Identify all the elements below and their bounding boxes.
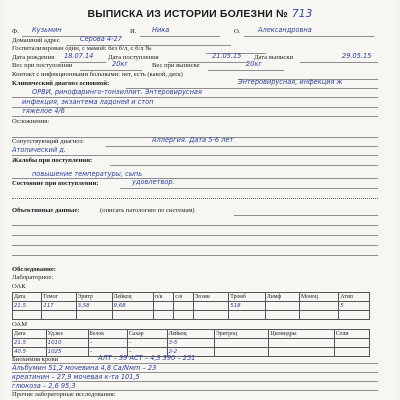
- discharge-label: Дата выписки: [254, 54, 294, 61]
- lab-label: Лабораторное:: [12, 274, 54, 281]
- oam-col-rbc: Эритроц: [214, 330, 269, 339]
- concomitant-line-2: Атопический д.: [12, 146, 66, 154]
- objective-line-4: [12, 245, 378, 246]
- concomitant-underline-2: [12, 155, 378, 156]
- weight-in-label: Вес при поступлении: [12, 62, 73, 69]
- concomitant-label: Сопутствующий диагноз:: [12, 138, 84, 145]
- oak-col-rbc: Эритр: [76, 293, 112, 302]
- name-value: Ника: [152, 26, 170, 34]
- complications-label: Осложнения:: [12, 118, 50, 125]
- oak-cell: 5: [339, 302, 370, 311]
- oak-col-seg: с/я: [174, 293, 193, 302]
- title-text: ВЫПИСКА ИЗ ИСТОРИИ БОЛЕЗНИ №: [87, 8, 288, 20]
- oam-col-salts: Соли: [334, 330, 369, 339]
- oak-cell: [229, 311, 266, 320]
- oak-cell: 117: [42, 302, 76, 311]
- oak-cell: 3,58: [76, 302, 112, 311]
- weight-out-line: [208, 70, 284, 71]
- dob-value: 18.07.14: [64, 52, 94, 60]
- patronymic-line: [244, 36, 374, 37]
- oam-col-sugar: Сахар: [127, 330, 167, 339]
- discharge-summary-page: [2, 0, 398, 400]
- oak-label: ОАК: [12, 283, 26, 290]
- objective-label: [12, 207, 79, 214]
- oak-cell: [153, 311, 173, 320]
- oak-col-wbc: Лейкоц: [112, 293, 153, 302]
- oam-cell: –: [127, 348, 167, 357]
- oak-col-hgb: Гемог: [42, 293, 76, 302]
- admission-label: Дата поступления: [108, 54, 159, 61]
- complaints-line-2: [12, 178, 378, 179]
- oak-cell: [300, 311, 339, 320]
- oak-cell: 21.5: [13, 302, 42, 311]
- patronymic-value: Александровна: [258, 26, 312, 34]
- oam-cell: –: [88, 348, 127, 357]
- oam-cell: [334, 348, 369, 357]
- condition-label-text: Состояние при поступлении:: [12, 180, 99, 187]
- discharge-value: 29.05.15: [342, 52, 372, 60]
- oak-cell: [300, 302, 339, 311]
- biochem-line-3: креатинин – 27,9 мочевая к-та 101,5: [12, 373, 140, 381]
- clinical-underline-3: [12, 107, 378, 108]
- objective-label-text: Объективные данные:: [12, 207, 80, 214]
- table-row: [13, 302, 370, 311]
- objective-line-2: [12, 225, 378, 226]
- concomitant-line-1: Аллергия. Дата 5-6 лет: [152, 136, 234, 144]
- oam-table: [12, 329, 370, 357]
- oam-col-protein: Белок: [88, 330, 127, 339]
- complaints-label-text: Жалобы при поступлении:: [12, 157, 93, 164]
- objective-line-5: [12, 255, 378, 256]
- oam-col-sg: Уд.вес: [46, 330, 88, 339]
- oak-cell: [193, 311, 229, 320]
- name-line: [140, 36, 220, 37]
- condition-label: [12, 180, 98, 187]
- objective-line-1: [234, 215, 378, 216]
- oam-label: ОАМ: [12, 321, 28, 328]
- oam-cell: 2-2: [167, 348, 214, 357]
- oam-cell: [214, 339, 269, 348]
- other-lab-label: Прочие лабораторные исследования:: [12, 391, 116, 398]
- oak-cell: [265, 302, 299, 311]
- oam-cell: [269, 339, 334, 348]
- oak-cell: [265, 311, 299, 320]
- oam-col-date: Дата: [13, 330, 47, 339]
- biochem-label: Биохимия крови: [12, 356, 59, 363]
- oak-cell: [13, 311, 42, 320]
- address-label: Домашний адрес: [12, 37, 60, 44]
- clinical-line-2: ОРВИ, ринофаринго-тонзиллит. Энтеровирусная: [32, 88, 202, 96]
- clinical-label: [12, 80, 109, 87]
- clinical-underline-4: [12, 116, 378, 117]
- biochem-line-1: АЛТ – 39 АСТ – 4,3 390 – 251: [98, 354, 196, 362]
- oam-cell: [334, 339, 369, 348]
- oak-cell: [174, 302, 193, 311]
- weight-in-value: 20кг: [112, 60, 128, 68]
- oak-cell: [112, 311, 153, 320]
- oak-cell: [153, 302, 173, 311]
- oam-cell: 1025: [46, 348, 88, 357]
- oak-header-row: [13, 293, 370, 302]
- oam-header-row: [13, 330, 370, 339]
- history-number: 713: [291, 8, 313, 20]
- oak-col-date: Дата: [13, 293, 42, 302]
- patronymic-label: О.: [234, 28, 241, 35]
- document-title: [2, 8, 398, 20]
- contact-label: Контакт с инфекционными больными: нет, есть (какой, дата): [12, 71, 183, 78]
- table-row: [13, 311, 370, 320]
- oam-cell: 21.5: [13, 339, 47, 348]
- admission-value: 21.05.15: [212, 52, 242, 60]
- oak-col-band: п/я: [153, 293, 173, 302]
- dob-label: Дата рождения: [12, 54, 55, 61]
- oak-table: [12, 292, 370, 320]
- discharge-line: [300, 62, 378, 63]
- oak-cell: [193, 302, 229, 311]
- oam-cell: –: [127, 339, 167, 348]
- oak-col-mono: Моноц: [300, 293, 339, 302]
- oak-col-plt: Тромб: [229, 293, 266, 302]
- complaints-label: [12, 157, 92, 164]
- oam-cell: [269, 348, 334, 357]
- biochem-line-4: глюкоза – 2,6 95,3: [12, 382, 76, 390]
- oam-col-wbc: Лейкоц: [167, 330, 214, 339]
- exam-label-text: Обследование:: [12, 266, 56, 273]
- biochem-line-2: Альбумин 51,2 мочевина 4,8 Са/Nмm – 23: [12, 364, 157, 372]
- oam-cell: 3-5: [167, 339, 214, 348]
- oak-col-atyp: Атип: [339, 293, 370, 302]
- weight-out-value: 20кг: [246, 60, 262, 68]
- weight-out-label: Вес при выписке: [152, 62, 200, 69]
- complaints-line-1: [110, 165, 378, 166]
- oak-cell: [42, 311, 76, 320]
- oam-cell: 40.5: [13, 348, 47, 357]
- objective-hint: (описать патологию по системам): [100, 207, 195, 214]
- surname-value: Кузьмин: [32, 26, 62, 34]
- condition-dotline: [12, 198, 378, 199]
- condition-value: удовлетвор.: [132, 178, 175, 186]
- oak-cell: [174, 311, 193, 320]
- objective-line-3: [12, 235, 378, 236]
- complaints-text: повышение температуры, сыпь: [32, 170, 143, 178]
- oam-cell: 1010: [46, 339, 88, 348]
- oam-cell: [214, 348, 269, 357]
- oam-col-casts: Цилиндры: [269, 330, 334, 339]
- clinical-label-text: Клинический диагноз основной:: [12, 80, 110, 87]
- oak-col-eos: Эозин: [193, 293, 229, 302]
- condition-line: [120, 188, 378, 189]
- clinical-line-3: инфекция, экзантема ладоней и стоп: [22, 98, 154, 106]
- oak-cell: [339, 311, 370, 320]
- oak-cell: 518: [229, 302, 266, 311]
- exam-label: [12, 266, 56, 273]
- oak-cell: [76, 311, 112, 320]
- table-row: [13, 339, 370, 348]
- oak-col-lymph: Лимф: [265, 293, 299, 302]
- address-value: Серова 4-27: [80, 35, 122, 43]
- oam-cell: –: [88, 339, 127, 348]
- oak-cell: 9,68: [112, 302, 153, 311]
- clinical-line-1: Энтеровирусная, инфекция ж: [238, 78, 343, 86]
- surname-label: Ф.: [12, 28, 19, 35]
- name-label: И.: [130, 28, 137, 35]
- hospitalized-label: Госпитализирован один, с мамой: без б/л, с б/л №: [12, 45, 152, 52]
- concomitant-underline-1: [106, 146, 378, 147]
- clinical-line-4: тяжелое 4/6: [22, 107, 65, 115]
